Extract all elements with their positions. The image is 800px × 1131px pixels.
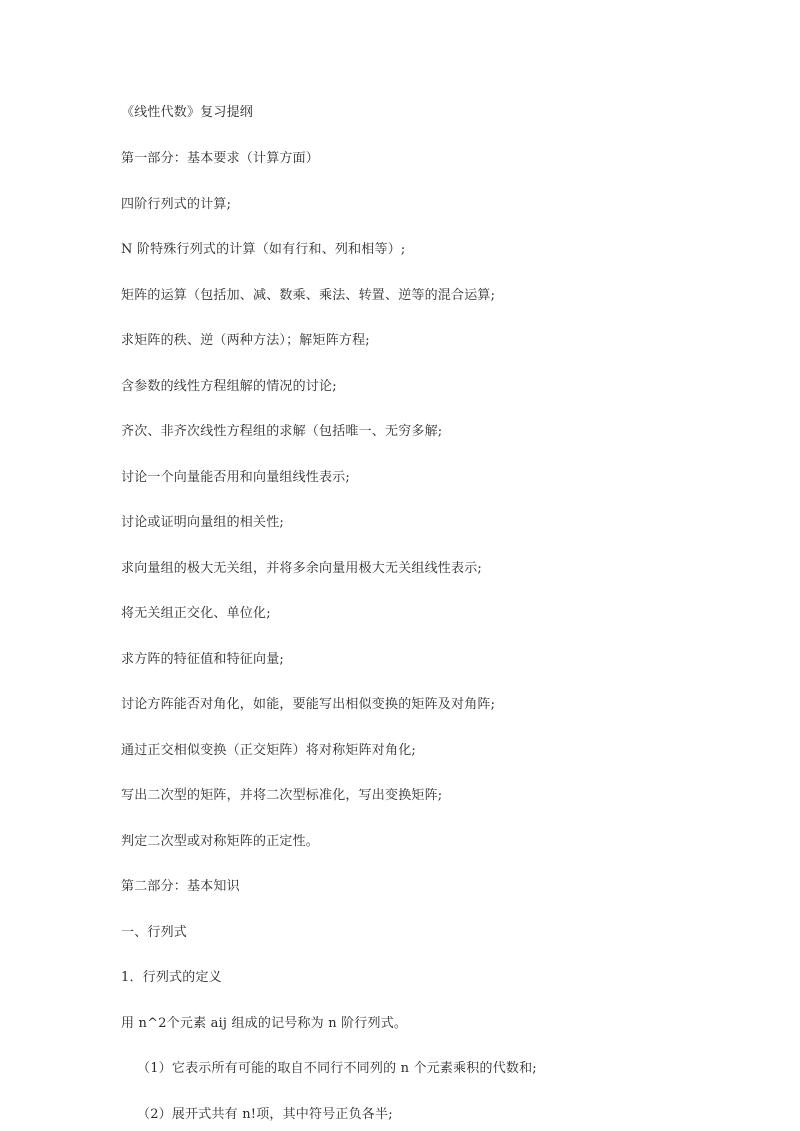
requirement-item: 讨论一个向量能否用和向量组线性表示; [121, 470, 350, 485]
requirement-item: N 阶特殊行列式的计算（如有行和、列和相等）; [121, 242, 406, 257]
requirement-item: 将无关组正交化、单位化; [121, 606, 271, 621]
requirement-item: 讨论方阵能否对角化，如能，要能写出相似变换的矩阵及对角阵; [121, 697, 496, 712]
requirement-item: 求向量组的极大无关组，并将多余向量用极大无关组线性表示; [121, 561, 482, 576]
requirement-item: 通过正交相似变换（正交矩阵）将对称矩阵对角化; [121, 743, 416, 758]
requirement-item: 判定二次型或对称矩阵的正定性。 [121, 834, 320, 849]
list-item: （2）展开式共有 n!项，其中符号正负各半; [137, 1107, 393, 1122]
chapter-heading: 一、行列式 [121, 925, 188, 940]
list-item: （1）它表示所有可能的取自不同行不同列的 n 个元素乘积的代数和; [137, 1061, 537, 1076]
document-title: 《线性代数》复习提纲 [121, 105, 254, 120]
section-heading-part-two: 第二部分：基本知识 [121, 879, 240, 894]
requirement-item: 四阶行列式的计算; [121, 197, 232, 212]
requirement-item: 齐次、非齐次线性方程组的求解（包括唯一、无穷多解; [121, 424, 443, 439]
paragraph: 用 n^2个元素 aij 组成的记号称为 n 阶行列式。 [121, 1016, 408, 1031]
subsection-heading: 1．行列式的定义 [121, 970, 222, 985]
section-heading-part-one: 第一部分：基本要求（计算方面） [121, 151, 320, 166]
requirement-item: 写出二次型的矩阵，并将二次型标准化，写出变换矩阵; [121, 788, 443, 803]
requirement-item: 含参数的线性方程组解的情况的讨论; [121, 379, 337, 394]
requirement-item: 求矩阵的秩、逆（两种方法）；解矩阵方程; [121, 333, 370, 348]
requirement-item: 求方阵的特征值和特征向量; [121, 652, 284, 667]
requirement-item: 讨论或证明向量组的相关性; [121, 515, 284, 530]
requirement-item: 矩阵的运算（包括加、减、数乘、乘法、转置、逆等的混合运算; [121, 288, 496, 303]
